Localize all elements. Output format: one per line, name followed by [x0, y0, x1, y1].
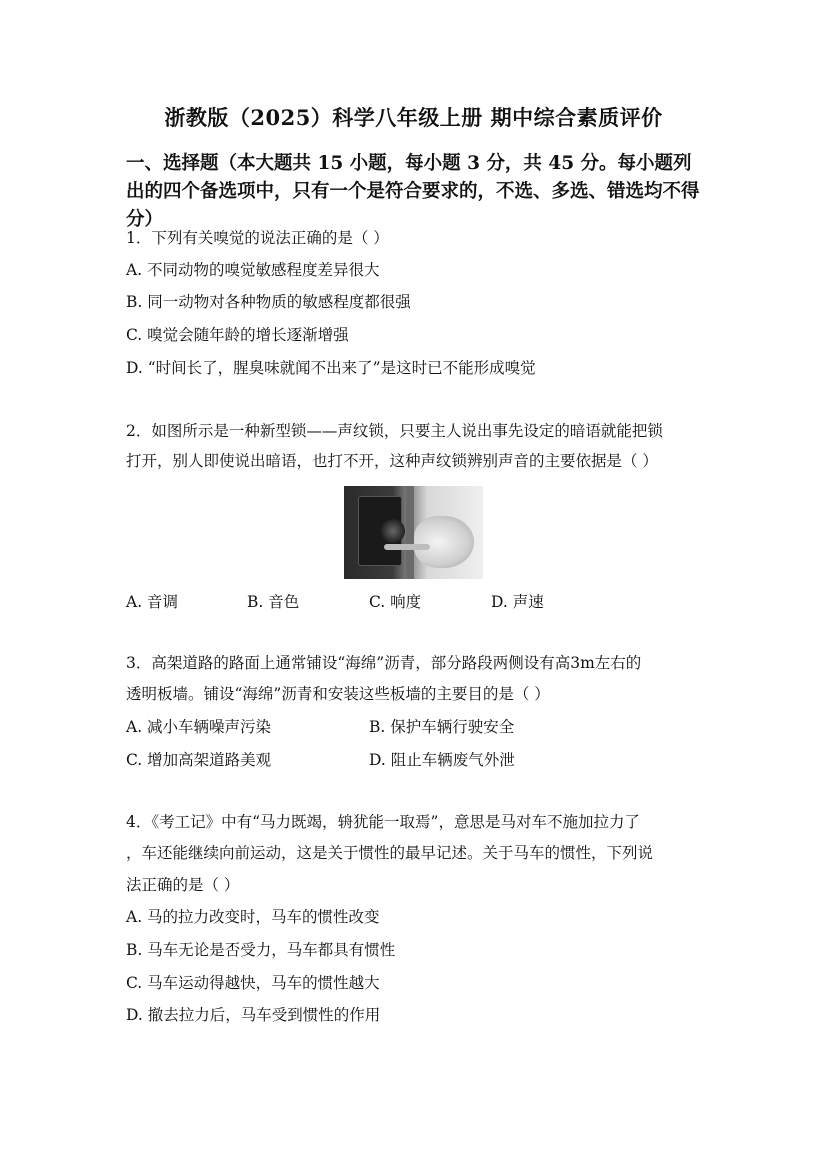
door-frame [406, 486, 414, 579]
question-2-option-a: A. 音调 [126, 593, 179, 611]
question-4-option-c: C. 马车运动得越快，马车的惯性越大 [126, 974, 380, 992]
hand [414, 516, 474, 568]
question-4-stem-line-3: 法正确的是（ ） [126, 876, 240, 894]
question-1-option-c: C. 嗅觉会随年龄的增长逐渐增强 [126, 326, 349, 344]
voiceprint-lock-photo [344, 486, 483, 579]
question-1-option-d: D. “时间长了，腥臭味就闻不出来了”是这时已不能形成嗅觉 [126, 359, 536, 377]
question-2-stem-line-2: 打开，别人即使说出暗语，也打不开，这种声纹锁辨别声音的主要依据是（ ） [126, 452, 658, 470]
question-4-option-a: A. 马的拉力改变时，马车的惯性改变 [126, 908, 380, 926]
section-heading: 一、选择题（本大题共 15 小题，每小题 3 分，共 45 分。每小题列出的四个备选项中，只有一个是符合要求的，不选、多选、错选均不得分） [126, 153, 700, 230]
question-3-option-c: C. 增加高架道路美观 [126, 751, 272, 769]
lock-panel [358, 496, 402, 566]
question-1-stem: 1．下列有关嗅觉的说法正确的是（ ） [126, 229, 389, 247]
question-3-option-a: A. 减小车辆噪声污染 [126, 718, 272, 736]
question-4-stem-line-2: ，车还能继续向前运动，这是关于惯性的最早记述。关于马车的惯性，下列说 [126, 844, 654, 862]
question-2-option-b: B. 音色 [247, 593, 300, 611]
page-title: 浙教版（2025）科学八年级上册 期中综合素质评价 [164, 105, 663, 130]
question-4-option-d: D. 撤去拉力后，马车受到惯性的作用 [126, 1006, 381, 1024]
question-1-option-a: A. 不同动物的嗅觉敏感程度差异很大 [126, 261, 380, 279]
question-4-stem-line-1: 4．《考工记》中有“马力既竭，辀犹能一取焉”，意思是马对车不施加拉力了 [126, 813, 640, 831]
question-3-stem-line-1: 3．高架道路的路面上通常铺设“海绵”沥青，部分路段两侧设有高3m左右的 [126, 654, 642, 672]
lock-keypad [381, 519, 405, 543]
door-handle [384, 544, 430, 550]
question-3-option-b: B. 保护车辆行驶安全 [369, 718, 515, 736]
question-2-stem-line-1: 2．如图所示是一种新型锁——声纹锁，只要主人说出事先设定的暗语就能把锁 [126, 422, 663, 440]
question-1-option-b: B. 同一动物对各种物质的敏感程度都很强 [126, 293, 411, 311]
question-2-option-d: D. 声速 [491, 593, 544, 611]
question-4-option-b: B. 马车无论是否受力，马车都具有惯性 [126, 941, 396, 959]
question-2-option-c: C. 响度 [369, 593, 422, 611]
question-3-stem-line-2: 透明板墙。铺设“海绵”沥青和安装这些板墙的主要目的是（ ） [126, 685, 550, 703]
question-3-option-d: D. 阻止车辆废气外泄 [369, 751, 515, 769]
